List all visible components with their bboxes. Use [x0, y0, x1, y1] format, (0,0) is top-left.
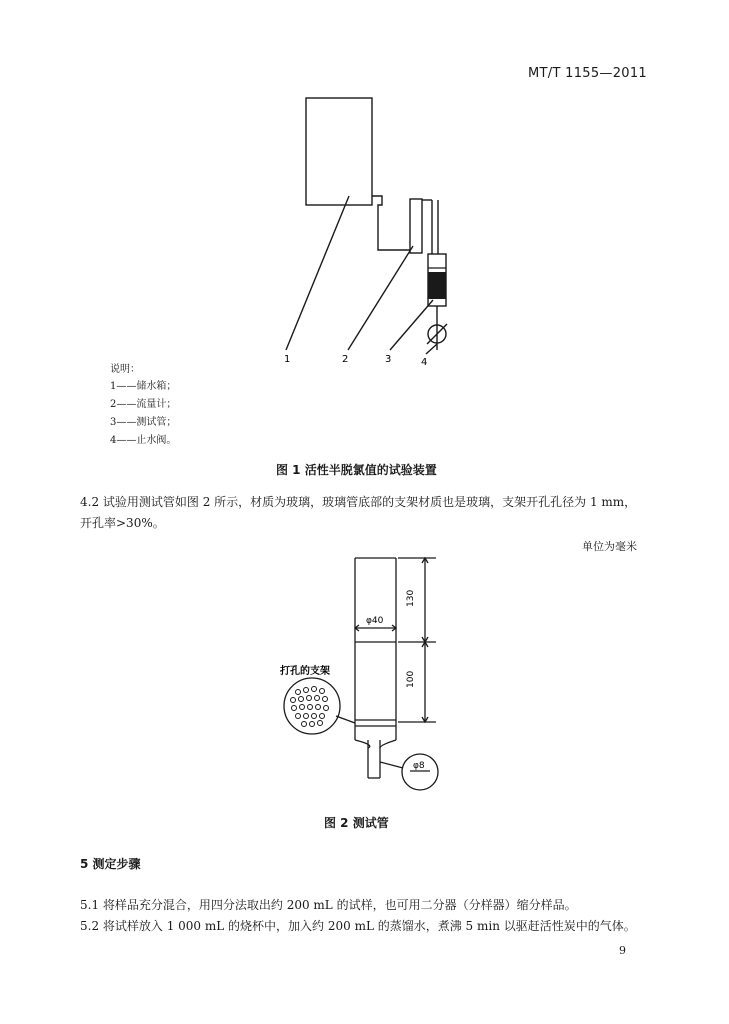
clause-4-2-line1: 4.2 试验用测试管如图 2 所示，材质为玻璃，玻璃管底部的支架材质也是玻璃，支架开孔孔径为 1 mm，: [80, 495, 637, 509]
figure1-legend-title: 说明：: [110, 364, 140, 375]
diameter-label: φ40: [366, 616, 384, 626]
legend-item: 4——止水阀。: [110, 435, 177, 446]
figure2-caption: 图 2 测试管: [324, 816, 389, 830]
callout-3: 3: [385, 354, 392, 365]
callout-1: 1: [284, 354, 291, 365]
figure1-caption: 图 1 活性半脱氯值的试验装置: [276, 463, 437, 477]
outlet-diameter-label: φ8: [413, 761, 425, 771]
step-5-2: 5.2 将试样放入 1 000 mL 的烧杯中，加入约 200 mL 的蒸馏水，煮沸 5 min 以驱赶活性炭中的气体。: [80, 919, 636, 933]
legend-item: 2——流量计；: [110, 399, 177, 410]
step-5-1: 5.1 将样品充分混合，用四分法取出约 200 mL 的试样，也可用二分器（分样器）缩分样品。: [80, 898, 577, 912]
legend-item: 3——测试管；: [110, 417, 177, 428]
section-5-heading: 5 测定步骤: [80, 857, 141, 871]
page-number: 9: [619, 944, 626, 957]
standard-number: MT/T 1155—2011: [528, 66, 647, 81]
clause-4-2-line2: 开孔率>30%。: [80, 516, 165, 530]
dimension-upper: 130: [406, 589, 416, 607]
callout-2: 2: [342, 354, 349, 365]
support-leader-line: [336, 716, 355, 723]
legend-item: 1——储水箱；: [110, 381, 177, 392]
callout-4: 4: [421, 357, 428, 368]
outlet-detail: [402, 754, 438, 790]
dimension-lower: 100: [406, 670, 416, 688]
unit-note: 单位为毫米: [582, 540, 637, 553]
support-label: 打孔的支架: [280, 666, 330, 677]
